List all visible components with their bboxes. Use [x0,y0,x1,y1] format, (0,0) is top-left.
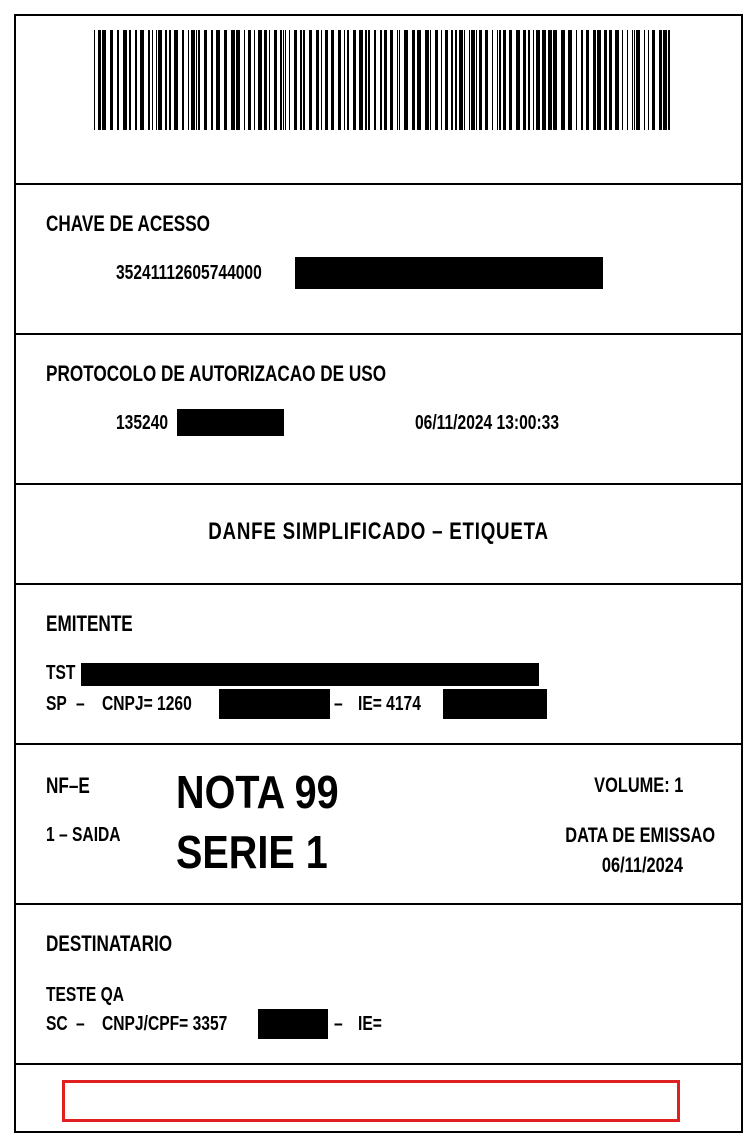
protocolo-datetime: 06/11/2024 13:00:33 [415,412,559,434]
emitente-cnpj: CNPJ= 1260 [102,693,192,715]
protocolo-number: 135240 [116,412,169,434]
redaction-bar [443,689,547,719]
redaction-bar [177,409,284,436]
barcode-graphic [94,30,670,130]
nf-type: NF–E [46,773,90,798]
nota-serie: SERIE 1 [176,826,328,878]
emitente-name: TST [46,662,76,684]
destinatario-cnpj: CNPJ/CPF= 3357 [102,1013,228,1035]
redaction-bar [219,689,330,719]
emissao-date: 06/11/2024 [601,854,683,877]
emitente-ie: IE= 4174 [358,693,421,715]
redaction-bar [258,1009,328,1039]
emitente-state: SP [46,693,67,715]
chave-section [16,185,741,335]
destinatario-title: DESTINATARIO [46,931,173,956]
chave-title: CHAVE DE ACESSO [46,211,211,236]
nota-section [16,745,741,905]
protocolo-section [16,335,741,485]
volume: VOLUME: 1 [593,774,683,797]
destinatario-ie: IE= [358,1013,382,1035]
highlight-box [62,1080,680,1122]
destinatario-sep-2: – [334,1013,343,1035]
destinatario-section [16,905,741,1065]
barcode-section [16,16,741,185]
protocolo-title: PROTOCOLO DE AUTORIZACAO DE USO [46,361,387,386]
danfe-title-section [16,485,741,585]
destinatario-name: TESTE QA [46,984,125,1006]
redaction-bar [81,663,539,686]
chave-value: 35241112605744000 [116,262,262,284]
nf-direction: 1 – SAIDA [46,824,121,846]
footer-section [16,1065,741,1131]
emissao-label: DATA DE EMISSAO [565,824,715,847]
destinatario-state: SC [46,1013,68,1035]
emitente-section [16,585,741,745]
danfe-label [14,14,743,1133]
emitente-title: EMITENTE [46,611,133,636]
nota-number: NOTA 99 [176,766,339,818]
emitente-sep-2: – [334,693,343,715]
redaction-bar [295,257,603,289]
destinatario-sep: – [76,1013,85,1035]
emitente-sep: – [76,693,85,715]
danfe-title: DANFE SIMPLIFICADO – ETIQUETA [208,518,549,545]
